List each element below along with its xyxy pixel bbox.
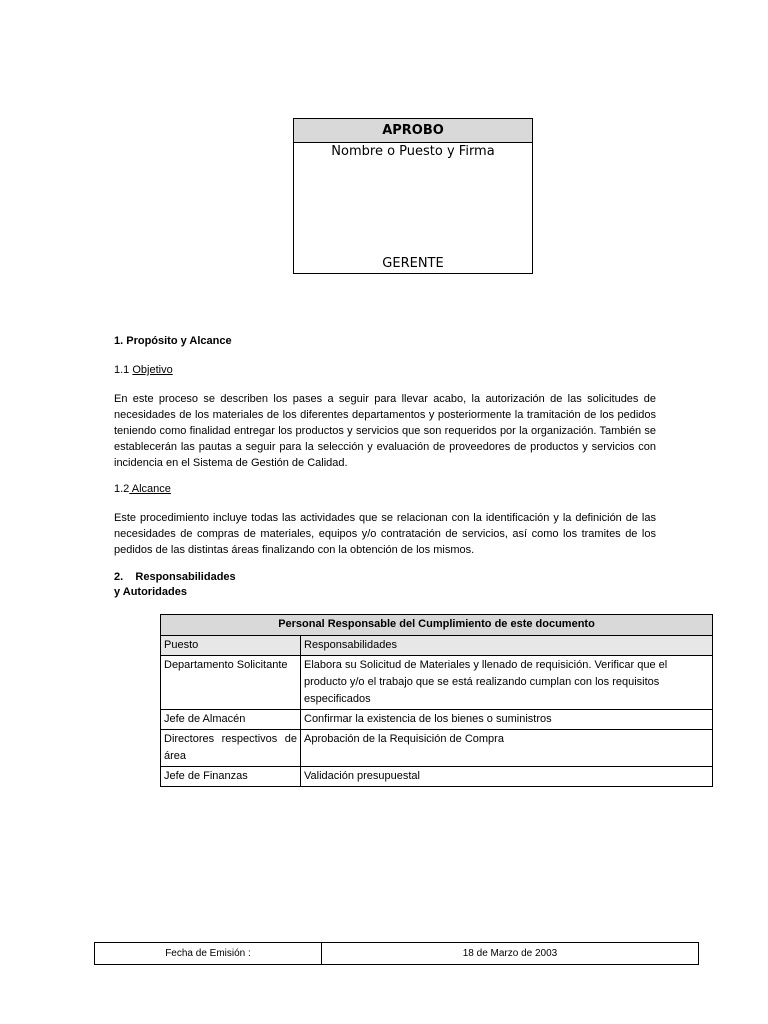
- table-header-row: [161, 636, 713, 656]
- cell-puesto: Directores respectivos de área: [161, 730, 301, 767]
- objetivo-number: 1.1: [114, 364, 130, 376]
- objetivo-label: Objetivo: [132, 364, 173, 376]
- table-row: [161, 710, 713, 730]
- table-title: Personal Responsable del Cumplimiento de este documento: [161, 615, 713, 636]
- footer-label: Fecha de Emisión :: [95, 943, 322, 965]
- cell-puesto: Jefe de Finanzas: [161, 767, 301, 787]
- section-2-title-line2: y Autoridades: [114, 586, 187, 598]
- alcance-heading: [114, 482, 171, 497]
- section-2-title-line1: 2. Responsabilidades: [114, 571, 236, 583]
- table-row: [161, 767, 713, 787]
- responsibility-table: [160, 614, 713, 787]
- cell-responsabilidad: Validación presupuestal: [301, 767, 713, 787]
- column-header-responsabilidades: Responsabilidades: [301, 636, 713, 656]
- objetivo-heading: [114, 363, 173, 378]
- cell-puesto: Jefe de Almacén: [161, 710, 301, 730]
- column-header-puesto: Puesto: [161, 636, 301, 656]
- section-1-title: 1. Propósito y Alcance: [114, 335, 232, 347]
- alcance-number: 1.2: [114, 483, 130, 495]
- alcance-label: Alcance: [129, 483, 171, 495]
- objetivo-paragraph: En este proceso se describen los pases a seguir para llevar acabo, la autorización de las solicitudes de necesidades de los materiales de los diferentes departamentos y posteriormente la tramitación de los pedidos teniendo como finalidad entregar los productos y servicios que son requeridos por la organización. También se establecerán las pautas a seguir para la selección y evaluación de proveedores de productos y servicios con incidencia en el Sistema de Gestión de Calidad.: [114, 393, 656, 469]
- approval-role: GERENTE: [382, 256, 444, 271]
- cell-responsabilidad: Confirmar la existencia de los bienes o suministros: [301, 710, 713, 730]
- approval-header: APROBO: [294, 119, 532, 143]
- cell-puesto: Departamento Solicitante: [161, 656, 301, 710]
- footer-date: 18 de Marzo de 2003: [322, 943, 699, 965]
- approval-box: [293, 118, 533, 274]
- alcance-paragraph: Este procedimiento incluye todas las actividades que se relacionan con la identificación y la definición de las necesidades de compras de materiales, equipos y/o contratación de servicios, así como los tramites de los pedidos de las distintas áreas finalizando con la obtención de los mismos.: [114, 512, 656, 556]
- table-row: [161, 730, 713, 767]
- approval-subtitle: Nombre o Puesto y Firma: [331, 144, 495, 159]
- cell-responsabilidad: Aprobación de la Requisición de Compra: [301, 730, 713, 767]
- footer-table: [94, 942, 699, 965]
- table-row: [161, 656, 713, 710]
- cell-responsabilidad: Elabora su Solicitud de Materiales y llenado de requisición. Verificar que el producto y/o el trabajo que se está realizando cumplan con los requisitos especificados: [301, 656, 713, 710]
